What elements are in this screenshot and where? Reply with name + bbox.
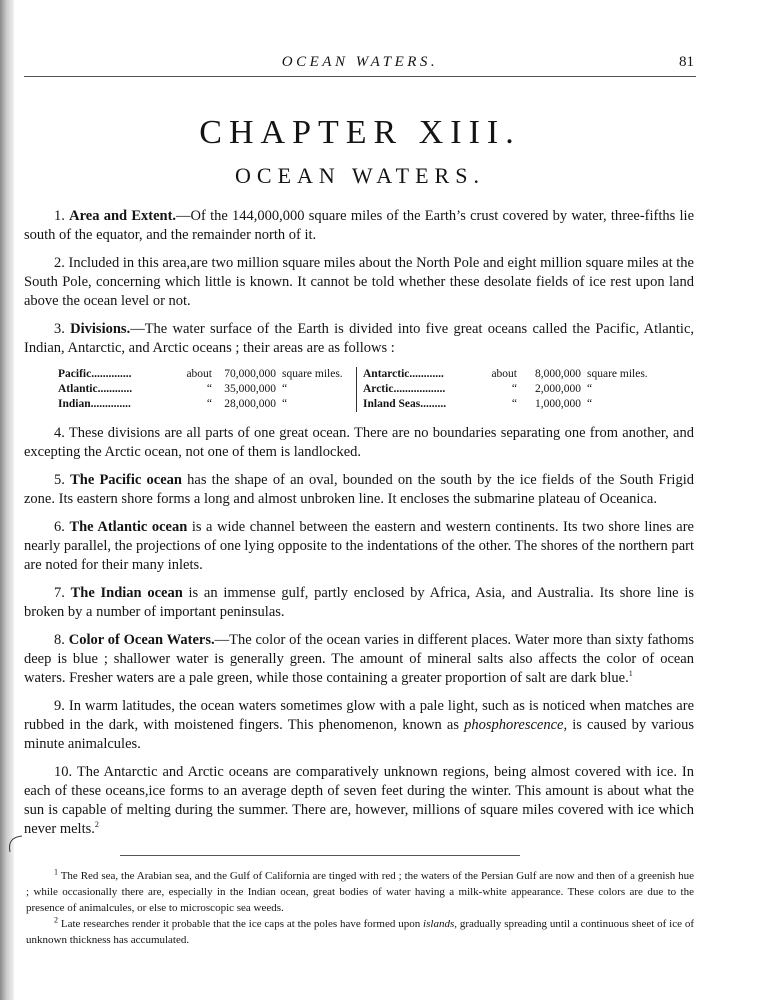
chapter-number: CHAPTER XIII. — [199, 114, 521, 151]
areas-column-left — [58, 367, 356, 412]
table-row — [363, 382, 661, 397]
paragraph-heading: Divisions. — [70, 321, 131, 337]
ocean-name: Inland Seas — [363, 398, 421, 410]
pencil-mark-icon — [4, 834, 26, 854]
paragraph-heading: Area and Extent. — [69, 208, 177, 224]
paragraph-number: 5. — [54, 472, 65, 488]
areas-column-right — [356, 367, 661, 412]
paragraph-9 — [24, 697, 694, 754]
about-label: “ — [206, 398, 212, 410]
area-unit: square miles. — [282, 368, 343, 380]
table-row — [363, 367, 661, 382]
paragraph-number: 10. — [54, 764, 73, 780]
paragraph-text: The Antarctic and Arctic oceans are comparatively unknown regions, being almost covered with ice. In each of these oceans,ice forms to an average depth of seven feet during the winter. This amount is about what the sun is capable of melting during the summer. There are, however, millions of square miles covered with ice which never melts. — [24, 764, 694, 837]
footnote-marker: 1 — [628, 669, 633, 679]
page-header — [24, 52, 696, 77]
footnote-text: The Red sea, the Arabian sea, and the Gulf of California are tinged with red ; the waters of the Persian Gulf are now and then of a greenish hue ; while occasionally there are, especially in the Indian ocean, great bodies of water having a milk-white appearance. These colors are due to the presence of animalcules, or else to microscopic sea weeds. — [26, 870, 694, 914]
area-value: 1,000,000 — [535, 398, 581, 410]
area-value: 28,000,000 — [224, 398, 276, 410]
table-row — [58, 397, 356, 412]
table-row — [58, 382, 356, 397]
paragraph-number: 1. — [54, 208, 65, 224]
paragraph-number: 8. — [54, 632, 65, 648]
ocean-areas-table — [58, 367, 694, 412]
ocean-name: Arctic — [363, 383, 394, 395]
area-unit: “ — [282, 398, 288, 410]
paragraph-number: 3. — [54, 321, 65, 337]
area-unit: “ — [282, 383, 288, 395]
paragraph-text: —Of the 144,000,000 square miles of the Earth’s crust covered by water, three-fifths lie south of the equator, and the remainder north of it. — [24, 208, 695, 243]
paragraph-10 — [24, 763, 694, 839]
footnote-mark: 2 — [54, 915, 58, 925]
ocean-name: Pacific — [58, 368, 92, 380]
paragraph-8 — [24, 631, 694, 688]
area-value: 35,000,000 — [224, 383, 276, 395]
italic-term: islands — [423, 918, 455, 930]
paragraph-number: 9. — [54, 698, 65, 714]
leader-dots: ......... — [420, 398, 447, 410]
paragraph-text: Included in this area,are two million square miles about the North Pole and eight million square miles at the South Pole, concerning which little is known. It cannot be told whether these desolate fields of ice rest upon land above the ocean level or not. — [24, 255, 694, 309]
paragraph-text: is a wide channel between the eastern and western continents. Its two shore lines are nearly parallel, the projections of one lying opposite to the indentations of the other. The shores of the northern part are noted for their many inlets. — [24, 519, 694, 573]
area-unit: “ — [587, 383, 593, 395]
footnote-1 — [26, 868, 694, 916]
paragraph-text: has the shape of an oval, bounded on the south by the ice fields of the South Frigid zone. Its eastern shore forms a long and almost unbroken line. It encloses the submarine plateau of Oceanica. — [24, 472, 694, 507]
paragraph-1 — [24, 207, 694, 245]
table-row — [58, 367, 356, 382]
body-text — [24, 207, 694, 848]
about-label: about — [186, 368, 212, 380]
footnote-2 — [26, 916, 694, 948]
paragraph-text: —The water surface of the Earth is divided into five great oceans called the Pacific, Atlantic, Indian, Antarctic, and Arctic oceans ; their areas are as follows : — [24, 321, 695, 356]
footnote-text: Late researches render it probable that the ice caps at the poles have formed upon — [60, 918, 424, 930]
paragraph-text: —The color of the ocean varies in different places. Water more than sixty fathoms deep is blue ; shallower water is generally green. The amount of mineral salts also affects the color of ocean waters. Fresher waters are a pale green, while those containing a greater proportion of salt are dark blue. — [24, 632, 695, 686]
paragraph-4 — [24, 424, 694, 462]
paragraph-text: In warm latitudes, the ocean waters sometimes glow with a pale light, such as is noticed when matches are rubbed in the dark, with moistened fingers. This phenomenon, known as — [24, 698, 695, 733]
paragraph-text: , is caused by various minute animalcules. — [24, 717, 694, 752]
leader-dots: ............ — [409, 368, 444, 380]
chapter-title: OCEAN WATERS. — [235, 163, 485, 188]
about-label: “ — [511, 398, 517, 410]
footnotes — [26, 868, 694, 948]
paragraph-number: 6. — [54, 519, 65, 535]
ocean-name: Indian — [58, 398, 91, 410]
footnote-text: , gradually spreading until a continuous sheet of ice of unknown thickness has accumulated. — [26, 918, 695, 946]
paragraph-heading: The Pacific ocean — [70, 472, 182, 488]
leader-dots: .................. — [393, 383, 446, 395]
footnote-mark: 1 — [54, 867, 58, 877]
paragraph-text: is an immense gulf, partly enclosed by Africa, Asia, and Australia. Its shore line is broken by a number of important peninsulas. — [24, 585, 694, 620]
page-number: 81 — [679, 54, 694, 70]
paragraph-number: 4. — [54, 425, 65, 441]
footnote-separator — [120, 855, 520, 856]
leader-dots: ............ — [97, 383, 133, 395]
area-value: 8,000,000 — [535, 368, 581, 380]
running-title: OCEAN WATERS. — [281, 54, 439, 70]
about-label: about — [491, 368, 517, 380]
area-value: 70,000,000 — [224, 368, 276, 380]
table-row — [363, 397, 661, 412]
leader-dots: .............. — [90, 398, 131, 410]
paragraph-heading: The Atlantic ocean — [69, 519, 188, 535]
footnote-marker: 2 — [94, 820, 99, 830]
italic-term: phosphorescence — [464, 717, 564, 733]
paragraph-3 — [24, 320, 694, 358]
ocean-name: Atlantic — [58, 383, 98, 395]
paragraph-2 — [24, 254, 694, 311]
paragraph-5 — [24, 471, 694, 509]
area-unit: “ — [587, 398, 593, 410]
paragraph-6 — [24, 518, 694, 575]
paragraph-number: 2. — [54, 255, 65, 271]
about-label: “ — [511, 383, 517, 395]
about-label: “ — [206, 383, 212, 395]
leader-dots: .............. — [91, 368, 132, 380]
area-unit: square miles. — [587, 368, 648, 380]
ocean-name: Antarctic — [363, 368, 410, 380]
paragraph-heading: Color of Ocean Waters. — [68, 632, 215, 648]
paragraph-number: 7. — [54, 585, 65, 601]
paragraph-heading: The Indian ocean — [70, 585, 183, 601]
paragraph-7 — [24, 584, 694, 622]
area-value: 2,000,000 — [535, 383, 581, 395]
paragraph-text: These divisions are all parts of one great ocean. There are no boundaries separating one from another, and excepting the Arctic ocean, not one of them is landlocked. — [24, 425, 694, 460]
